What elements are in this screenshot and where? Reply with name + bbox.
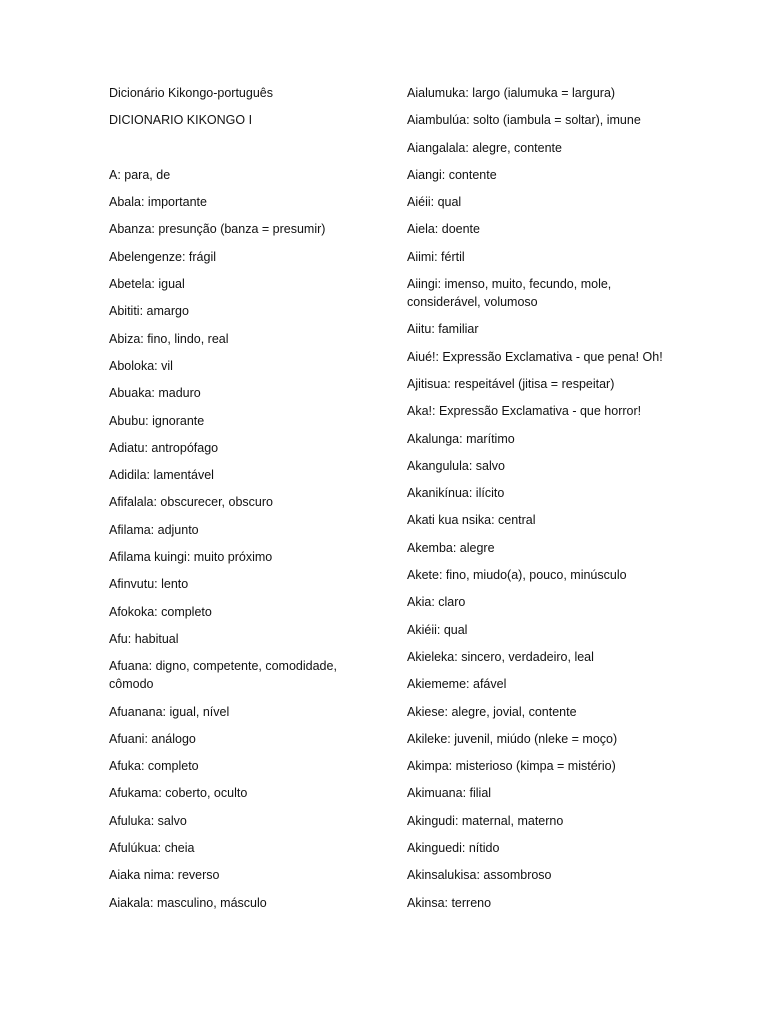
dictionary-entry: Aiambulúa: solto (iambula = soltar), imune: [407, 113, 641, 128]
dictionary-entry: Akinguedi: nítido: [407, 841, 500, 856]
dictionary-entry: Abelengenze: frágil: [109, 249, 217, 264]
heading-spacer: [109, 139, 381, 166]
dictionary-entry: Akieleka: sincero, verdadeiro, leal: [407, 649, 594, 664]
dictionary-entry: Akemba: alegre: [407, 540, 495, 555]
dictionary-entry: A: para, de: [109, 167, 171, 182]
dictionary-entry: Aiitu: familiar: [407, 322, 479, 337]
dictionary-entry: Abiza: fino, lindo, real: [109, 331, 229, 346]
dictionary-entry: Afuanana: igual, nível: [109, 704, 230, 719]
dictionary-entry: Akileke: juvenil, miúdo (nleke = moço): [407, 731, 618, 746]
dictionary-entry: Abala: importante: [109, 195, 207, 210]
document-title: Dicionário Kikongo-português: [109, 86, 273, 100]
dictionary-entry: Afuka: completo: [109, 759, 199, 774]
dictionary-entry: Akinsalukisa: assombroso: [407, 868, 552, 883]
dictionary-entry: Ajitisua: respeitável (jitisa = respeitar): [407, 376, 615, 391]
dictionary-entry: Afuani: análogo: [109, 731, 196, 746]
dictionary-entry: Afokoka: completo: [109, 604, 212, 619]
dictionary-entry: Aiaka nima: reverso: [109, 868, 220, 883]
dictionary-entry: Afilama: adjunto: [109, 522, 199, 537]
dictionary-entry: Abuaka: maduro: [109, 386, 201, 401]
dictionary-entry: Afukama: coberto, oculto: [109, 786, 248, 801]
dictionary-entry: Aialumuka: largo (ialumuka = largura): [407, 86, 616, 100]
dictionary-entry: Akimuana: filial: [407, 786, 492, 801]
dictionary-entry: Akingudi: maternal, materno: [407, 813, 564, 828]
dictionary-entry: Adiatu: antropófago: [109, 440, 219, 455]
dictionary-entry: Akiememe: afável: [407, 677, 507, 692]
right-entry-list: [407, 84, 679, 912]
dictionary-entry: Abetela: igual: [109, 277, 185, 292]
dictionary-entry: Abititi: amargo: [109, 304, 189, 319]
dictionary-entry: Aiangi: contente: [407, 167, 497, 182]
dictionary-entry: Akiese: alegre, jovial, contente: [407, 704, 577, 719]
dictionary-entry: Afuana: digno, competente, comodidade, cômodo: [109, 659, 337, 692]
dictionary-entry: Aiakala: masculino, másculo: [109, 895, 267, 910]
dictionary-entry: Aiingi: imenso, muito, fecundo, mole, considerável, volumoso: [407, 277, 612, 310]
dictionary-entry: Afinvutu: lento: [109, 577, 189, 592]
dictionary-entry: Aiéii: qual: [407, 195, 462, 210]
dictionary-entry: Akimpa: misterioso (kimpa = mistério): [407, 759, 616, 774]
dictionary-entry: Aiué!: Expressão Exclamativa - que pena! Oh!: [407, 349, 663, 364]
dictionary-entry: Adidila: lamentável: [109, 468, 214, 483]
dictionary-entry: Afifalala: obscurecer, obscuro: [109, 495, 273, 510]
dictionary-entry: Akanikínua: ilícito: [407, 486, 505, 501]
dictionary-entry: Aka!: Expressão Exclamativa - que horror!: [407, 404, 642, 419]
left-entry-list: [109, 166, 381, 912]
dictionary-entry: Aiela: doente: [407, 222, 480, 237]
left-column: [109, 84, 381, 921]
dictionary-entry: Aboloka: vil: [109, 358, 173, 373]
dictionary-entry: Afu: habitual: [109, 631, 179, 646]
dictionary-entry: Akangulula: salvo: [407, 458, 505, 473]
dictionary-entry: Akete: fino, miudo(a), pouco, minúsculo: [407, 568, 627, 583]
right-column: [407, 84, 679, 921]
dictionary-entry: Akia: claro: [407, 595, 466, 610]
dictionary-entry: Abubu: ignorante: [109, 413, 205, 428]
document-subtitle: DICIONARIO KIKONGO I: [109, 113, 253, 128]
dictionary-entry: Afulúkua: cheia: [109, 841, 195, 856]
dictionary-entry: Abanza: presunção (banza = presumir): [109, 222, 326, 237]
dictionary-entry: Aiimi: fértil: [407, 249, 465, 264]
dictionary-entry: Afuluka: salvo: [109, 813, 187, 828]
dictionary-entry: Akinsa: terreno: [407, 895, 492, 910]
dictionary-entry: Aiangalala: alegre, contente: [407, 140, 562, 155]
dictionary-entry: Afilama kuingi: muito próximo: [109, 550, 273, 565]
dictionary-entry: Akiéii: qual: [407, 622, 468, 637]
dictionary-entry: Akalunga: marítimo: [407, 431, 515, 446]
dictionary-entry: Akati kua nsika: central: [407, 513, 536, 528]
